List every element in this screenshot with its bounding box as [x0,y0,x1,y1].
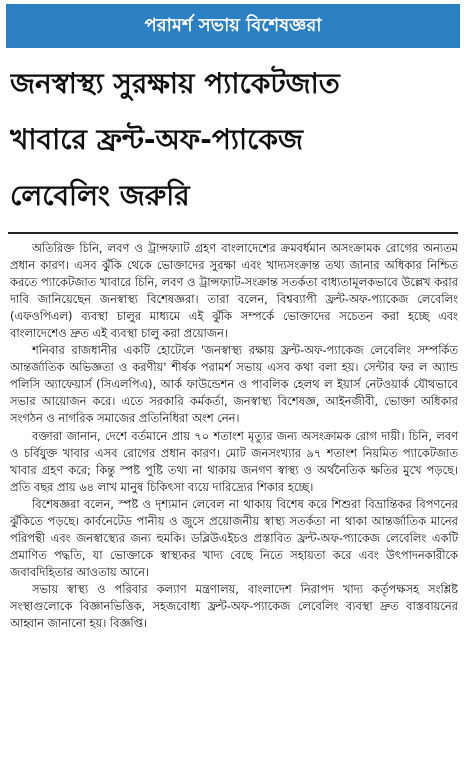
headline [10,56,458,224]
headline-divider [8,232,458,234]
headline-line-3: লেবেলিং জরুরি [10,179,190,212]
paragraph-5: সভায় স্বাস্থ্য ও পরিবার কল্যাণ মন্ত্রণালয়, বাংলাদেশ নিরাপদ খাদ্য কর্তৃপক্ষসহ সংশ্লিষ্ট সংস্থাগুলোকে বিজ্ঞানভিত্তিক, সহজবোধ্য ফ্রন্ট-অফ-প্যাকেজ লেবেলিং ব্যবস্থা দ্রুত বাস্তবায়নের আহ্বান জানানো হয়। বিজ্ঞপ্তি। [10,581,458,631]
paragraph-2: শনিবার রাজধানীর একটি হোটেলে 'জনস্বাস্থ্য রক্ষায় ফ্রন্ট-অফ-প্যাকেজ লেবেলিং সম্পর্কিত আন্তর্জাতিক অভিজ্ঞতা ও করণীয়' শীর্ষক পরামর্শ সভায় এসব কথা বলা হয়। সেন্টার ফর ল অ্যান্ড পলিসি অ্যাফেয়ার্স (সিএলপিএ), আর্ক ফাউন্ডেশন ও পাবলিক হেলথ ল ইয়ার্স নেটওয়ার্ক যৌথভাবে সভার আয়োজন করে। এতে সরকারি কর্মকর্তা, জনস্বাস্থ্য বিশেষজ্ঞ, আইনজীবী, ভোক্তা অধিকার সংগঠন ও নাগরিক সমাজের প্রতিনিধিরা অংশ নেন। [10,343,458,426]
paragraph-3: বক্তারা জানান, দেশে বর্তমানে প্রায় ৭০ শতাংশ মৃত্যুর জন্য অসংক্রামক রোগ দায়ী। চিনি, লবণ ও চর্বিযুক্ত খাবার এসব রোগের প্রধান কারণ। মোট জনসংখ্যার ৯৭ শতাংশ নিয়মিত প্যাকেটজাত খাবার গ্রহণ করে; কিন্তু স্পষ্ট পুষ্টি তথ্য না থাকায় জনগণ স্বাস্থ্য ও অর্থনৈতিক ক্ষতির মুখে পড়ছে। প্রতি বছর প্রায় ৬৪ লাখ মানুষ চিকিৎসা ব্যয়ে দারিদ্র্যের শিকার হচ্ছে। [10,428,458,494]
paragraph-1: অতিরিক্ত চিনি, লবণ ও ট্রান্সফ্যাট গ্রহণ বাংলাদেশের ক্রমবর্ধমান অসংক্রামক রোগের অন্যতম প্রধান কারণ। এসব ঝুঁকি থেকে ভোক্তাদের সুরক্ষা এবং খাদ্যসংক্রান্ত তথ্য জানার অধিকার নিশ্চিত করতে প্যাকেটজাত খাবারে চিনি, লবণ ও ট্রান্সফ্যাট-সংক্রান্ত সতর্কতা বাধ্যতামূলকভাবে উল্লেখ করার দাবি জানিয়েছেন জনস্বাস্থ্য বিশেষজ্ঞরা। তারা বলেন, বিশ্বব্যাপী ফ্রন্ট-অফ-প্যাকেজ লেবেলিং (এফওপিএল) ব্যবস্থা চালুর মাধ্যমে এই ঝুঁকি সম্পর্কে ভোক্তাদের সচেতন করা হচ্ছে এবং বাংলাদেশেও দ্রুত এই ব্যবস্থা চালু করা প্রয়োজন। [10,241,458,341]
paragraph-4: বিশেষজ্ঞরা বলেন, স্পষ্ট ও দৃশ্যমান লেবেল না থাকায় বিশেষ করে শিশুরা বিভ্রান্তিকর বিপণনের ঝুঁকিতে পড়ছে। কার্বনেটেড পানীয় ও জুসে প্রয়োজনীয় স্বাস্থ্য সতর্কতা না থাকা আন্তর্জাতিক মানের পরিপন্থী এবং জনস্বাস্থ্যের জন্য হুমকি। ডব্লিউএইচও প্রস্তাবিত ফ্রন্ট-অফ-প্যাকেজ লেবেলিং একটি প্রমাণিত পদ্ধতি, যা ভোক্তাকে স্বাস্থ্যকর খাদ্য বেছে নিতে সহায়তা করে এবং উৎপাদনকারীকে জবাবদিহিতার আওতায় আনে। [10,496,458,579]
headline-line-1: জনস্বাস্থ্য সুরক্ষায় প্যাকেটজাত [10,67,340,100]
headline-line-2: খাবারে ফ্রন্ট-অফ-প্যাকেজ [10,123,303,156]
kicker-banner: পরামর্শ সভায় বিশেষজ্ঞরা [6,4,460,48]
article-body [10,240,458,752]
